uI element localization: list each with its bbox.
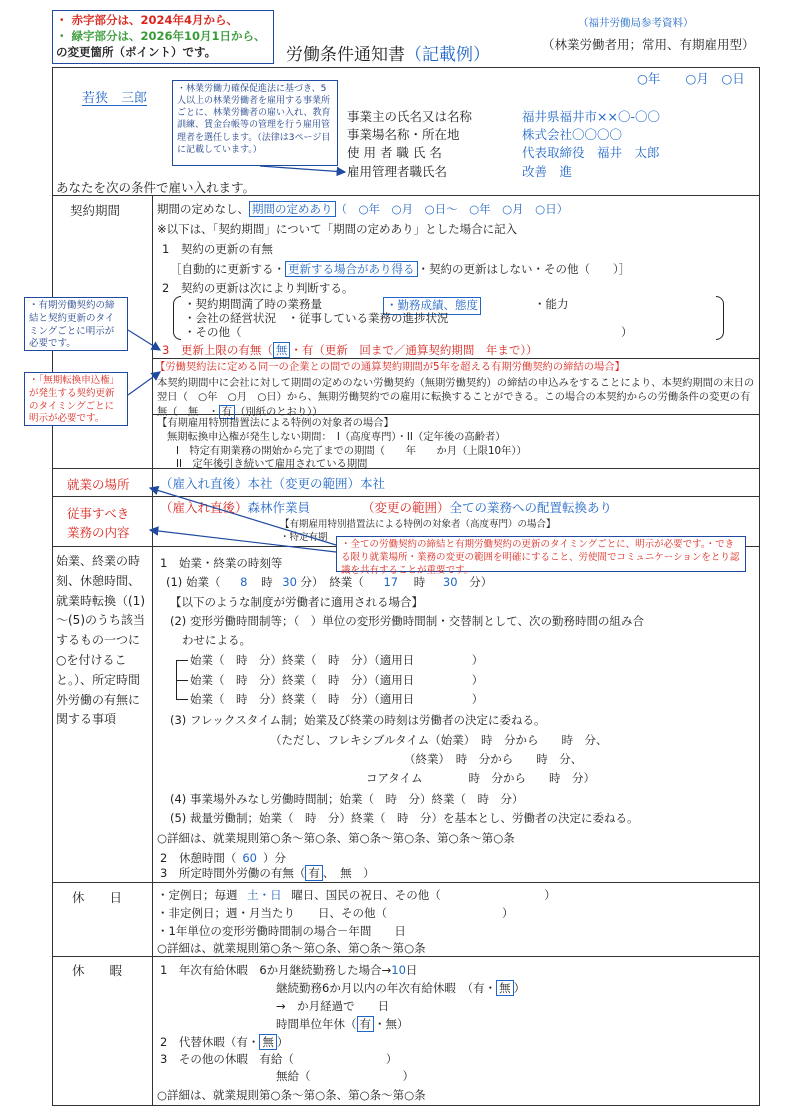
hours-row-5: わせによる。 (182, 633, 251, 647)
contract-row-7: ・会社の経営状況 ・従事している業務の進捗状況 (184, 311, 449, 325)
employer-value-4: 改善 進 (522, 164, 573, 179)
criteria-performance: ・勤務成績、態度 (383, 297, 481, 315)
end-label: 分） 終業（ (300, 575, 364, 589)
employer-value-1: 福井県福井市××〇-〇〇 (522, 109, 660, 124)
title-suffix: （記載例） (405, 45, 490, 65)
employer-value-2: 株式会社〇〇〇〇 (522, 127, 623, 142)
hours-row-3: 【以下のような制度が労働者に適用される場合】 (170, 595, 423, 609)
hours-row-17 (160, 866, 375, 882)
renewal-auto: ［自動的に更新する・ (170, 262, 285, 276)
contract-with-period: 期間の定めあり (249, 201, 336, 217)
hourly-leave-yes: 有 (357, 1016, 375, 1032)
overtime-yes: 有 (305, 865, 323, 881)
title-main: 労働条件通知書 (286, 45, 405, 65)
contract-row-13: 無期転換申込権が発生しない期間： I（高度専門）・II（定年後の高齢者） (167, 431, 506, 443)
hours-row-15: ○詳細は、就業規則第○条～第○条、第○条～第○条、第○条～第○条 (157, 831, 515, 845)
hours-row-6: 始業（ 時 分）終業（ 時 分）（適用日 ） (190, 653, 484, 667)
duty-row-2: 【有期雇用特別措置法による特例の対象者（高度専門）の場合】 (280, 519, 556, 530)
holiday-row-3: ・1年単位の変形労働時間制の場合－年間 日 (157, 924, 406, 938)
hours-row-14: (5) 裁量労働制；始業（ 時 分）終業（ 時 分）を基本とし、労働者の決定に委ねる。 (170, 811, 639, 825)
contract-row-8-end: ） (621, 325, 633, 339)
start-minute: 30 (282, 575, 297, 589)
workplace-label: 就業の場所 (67, 477, 130, 492)
break-value: 60 (242, 851, 257, 865)
criteria-ability: ・能力 (534, 297, 569, 311)
document-date: ○年 ○月 ○日 (637, 71, 745, 86)
limit-rest: ・有（更新 回まで／通算契約期間 年まで）） (290, 343, 538, 357)
leave-row-2 (276, 981, 525, 997)
duty-label: 従事すべき業務の内容 (67, 506, 130, 541)
contract-no-period: 期間の定めなし、 (157, 202, 249, 216)
hours-row-2 (166, 575, 492, 591)
legend-red: ・ 赤字部分は、2024年4月から、 (56, 13, 239, 27)
conversion-change: 有 (219, 405, 235, 419)
holiday-label: 休 日 (72, 890, 123, 905)
start-hour: 8 (240, 575, 248, 589)
hour-unit: 時 (413, 575, 426, 589)
annual-leave-unit: 日 (405, 963, 418, 977)
hours-row-8: 始業（ 時 分）終業（ 時 分）（適用日 ） (190, 692, 484, 706)
annual-leave-days: 10 (391, 963, 406, 977)
duty-initial-label: （雇入れ直後） (160, 500, 248, 515)
overtime-no: 、 無 ） (322, 866, 375, 880)
substitute-leave-label: 2 代替休暇（有・ (160, 1035, 260, 1049)
duty-scope-value: 全ての業務への配置転換あり (449, 500, 613, 515)
employer-value-3: 代表取締役 福井 太郎 (522, 145, 660, 160)
substitute-leave-end: ） (276, 1035, 289, 1049)
hours-row-1: 1 始業・終業の時刻等 (160, 556, 283, 570)
reference-label: （福井労働局参考資料） (578, 17, 694, 29)
note-contract-renewal: ・有期労働契約の締結と契約更新のタイミングごとに明示が必要です。 (24, 297, 128, 351)
holiday-row-2: ・非定例日；週・月当たり 日、その他（ ） (157, 906, 514, 920)
leave-row-7: 無給（ ） (276, 1069, 414, 1083)
renewal-possible: 更新する場合があり得る (285, 261, 418, 277)
hours-row-13: (4) 事業場外みなし労働時間制；始業（ 時 分）終業（ 時 分） (170, 792, 524, 806)
start-label: (1) 始業（ (166, 575, 221, 589)
contract-row-14: I 特定有期業務の開始から完了までの期間（ 年 か月（上限10年）） (176, 445, 527, 457)
hours-row-7: 始業（ 時 分）終業（ 時 分）（適用日 ） (190, 673, 484, 687)
holiday-row-1 (157, 888, 556, 904)
note-conversion: ・「無期転換申込権」が発生する契約更新のタイミングごとに明示が必要です。 (24, 372, 128, 426)
contract-row-8: ・その他（ (184, 325, 242, 339)
end-minute: 30 (442, 575, 458, 589)
holiday-fixed-rest: 曜日、国民の祝日、その他（ ） (291, 888, 556, 902)
contract-label: 契約期間 (70, 203, 121, 218)
hours-row-9: (3) フレックスタイム制；始業及び終業の時刻は労働者の決定に委ねる。 (170, 713, 546, 727)
duty-initial-value: 森林作業員 (247, 500, 311, 515)
leave-label: 休 暇 (72, 963, 123, 978)
contract-row-2: ※以下は、「契約期間」について「期間の定めあり」とした場合に記入 (157, 222, 518, 236)
contract-row-10: 【労働契約法に定める同一の企業との間での通算契約期間が5年を超える有期労働契約の締結の場合】 (155, 361, 625, 373)
duty-row-3: ・特定有期 (280, 532, 328, 543)
employer-label-4: 雇用管理者職氏名 (347, 164, 448, 179)
minute-unit: 分） (469, 575, 493, 589)
hours-row-11: （終業） 時 分から 時 分、 (404, 752, 583, 766)
early-leave-none: 無 (496, 980, 514, 996)
limit-none: 無 (273, 342, 291, 358)
hours-row-4: (2) 変形労働時間制等；（ ）単位の変形労働時間制・交替制として、次の勤務時間の組み合 (170, 614, 644, 628)
leave-row-1 (160, 963, 417, 979)
early-leave-end: ） (513, 981, 526, 995)
document-subtitle: （林業労働者用；常用、有期雇用型） (542, 37, 755, 52)
hire-statement: あなたを次の条件で雇い入れます。 (56, 180, 256, 195)
hour-unit: 時 (261, 575, 273, 589)
early-leave-label: 継続勤務6か月以内の年次有給休暇 （有・ (276, 981, 497, 995)
conversion-end: （別紙のとおり）） (235, 405, 323, 418)
leave-row-6: 3 その他の休暇 有給（ ） (160, 1052, 398, 1066)
substitute-leave-none: 無 (259, 1034, 277, 1050)
legend-note: の変更箇所（ポイント）です。 (56, 45, 217, 59)
worker-name: 若狭 三郎 (82, 91, 148, 106)
duty-scope-label: （変更の範囲） (362, 500, 450, 515)
leave-row-5 (160, 1035, 288, 1051)
holiday-row-4: ○詳細は、就業規則第○条～第○条、第○条～第○条 (157, 941, 426, 955)
conversion-text: 本契約期間中に会社に対して期間の定めのない労働契約（無期労働契約）の締結の申込みをすることにより、本契約期間の末日の翌日（ ○年 ○月 ○日）から、無期労働契約での雇用に転換することができる。この場合の本契約からの労働条件の変更の有無（ 無 ・ (157, 377, 755, 418)
workplace-value: （雇入れ直後）本社（変更の範囲）本社 (160, 476, 386, 491)
contract-period-dates: （ ○年 ○月 ○日～ ○年 ○月 ○日） (335, 202, 569, 216)
scope-note: ・全ての労働契約の締結と有期労働契約の更新のタイミングごとに、明示が必要です。・できる限り就業場所・業務の変更の範囲を明確にすること、労使間でコミュニケーションをとり認識を共有することが重要です。 (336, 536, 746, 572)
contract-row-12: 【有期雇用特別措置法による特例の対象者の場合】 (157, 417, 394, 429)
overtime-label: 3 所定時間外労働の有無（ (160, 866, 306, 880)
criteria-workload: ・契約期間満了時の業務量 (184, 297, 322, 311)
hours-label: 始業、終業の時刻、休憩時間、就業時転換（(1)～(5)のうち該当するもの一つに○を付けること。）、所定時間外労働の有無に関する事項 (56, 554, 145, 727)
leave-row-8: ○詳細は、就業規則第○条～第○条、第○条～第○条 (157, 1088, 426, 1102)
legend-green: ・ 緑字部分は、2026年10月1日から、 (56, 29, 266, 43)
employer-label-2: 事業場名称・所在地 (347, 127, 460, 142)
employer-label-1: 事業主の氏名又は名称 (347, 109, 473, 124)
shift-bracket-mid (176, 680, 188, 681)
contract-row-5: 2 契約の更新は次により判断する。 (162, 281, 354, 295)
contract-row-15: II 定年後引き続いて雇用されている期間 (176, 458, 368, 470)
renewal-other: ・契約の更新はしない・その他（ ）］ (417, 262, 631, 276)
annual-leave-label: 1 年次有給休暇 6か月継続勤務した場合→ (160, 963, 392, 977)
employer-label-3: 使 用 者 職 氏 名 (347, 145, 442, 160)
break-unit: ）分 (262, 851, 286, 865)
end-hour: 17 (383, 575, 399, 589)
top-note: ・林業労働力確保促進法に基づき、5人以上の林業労働者を雇用する事業所ごとに、林業労働者の雇い入れ、教育訓練、賃金台帳等の管理を行う雇用管理者を選任します。（法律は3ページ目に記載しています。） (172, 80, 338, 166)
holiday-fixed-label: ・定例日；毎週 (157, 888, 238, 902)
hours-row-12: コアタイム 時 分から 時 分） (366, 771, 595, 785)
hours-row-10: （ただし、フレキシブルタイム（始業） 時 分から 時 分、 (270, 733, 608, 747)
break-label: 2 休憩時間（ (160, 851, 237, 865)
contract-row-3: 1 契約の更新の有無 (162, 242, 273, 256)
limit-label: 3 更新上限の有無（ (162, 343, 273, 357)
hourly-leave-label: 時間単位年休（ (276, 1017, 357, 1031)
leave-row-4 (276, 1017, 409, 1033)
hourly-leave-end: ・無） (374, 1017, 409, 1031)
holiday-fixed-days: 土・日 (247, 888, 282, 902)
hours-row-16 (160, 851, 286, 867)
leave-row-3: → か月経過で 日 (276, 999, 390, 1013)
